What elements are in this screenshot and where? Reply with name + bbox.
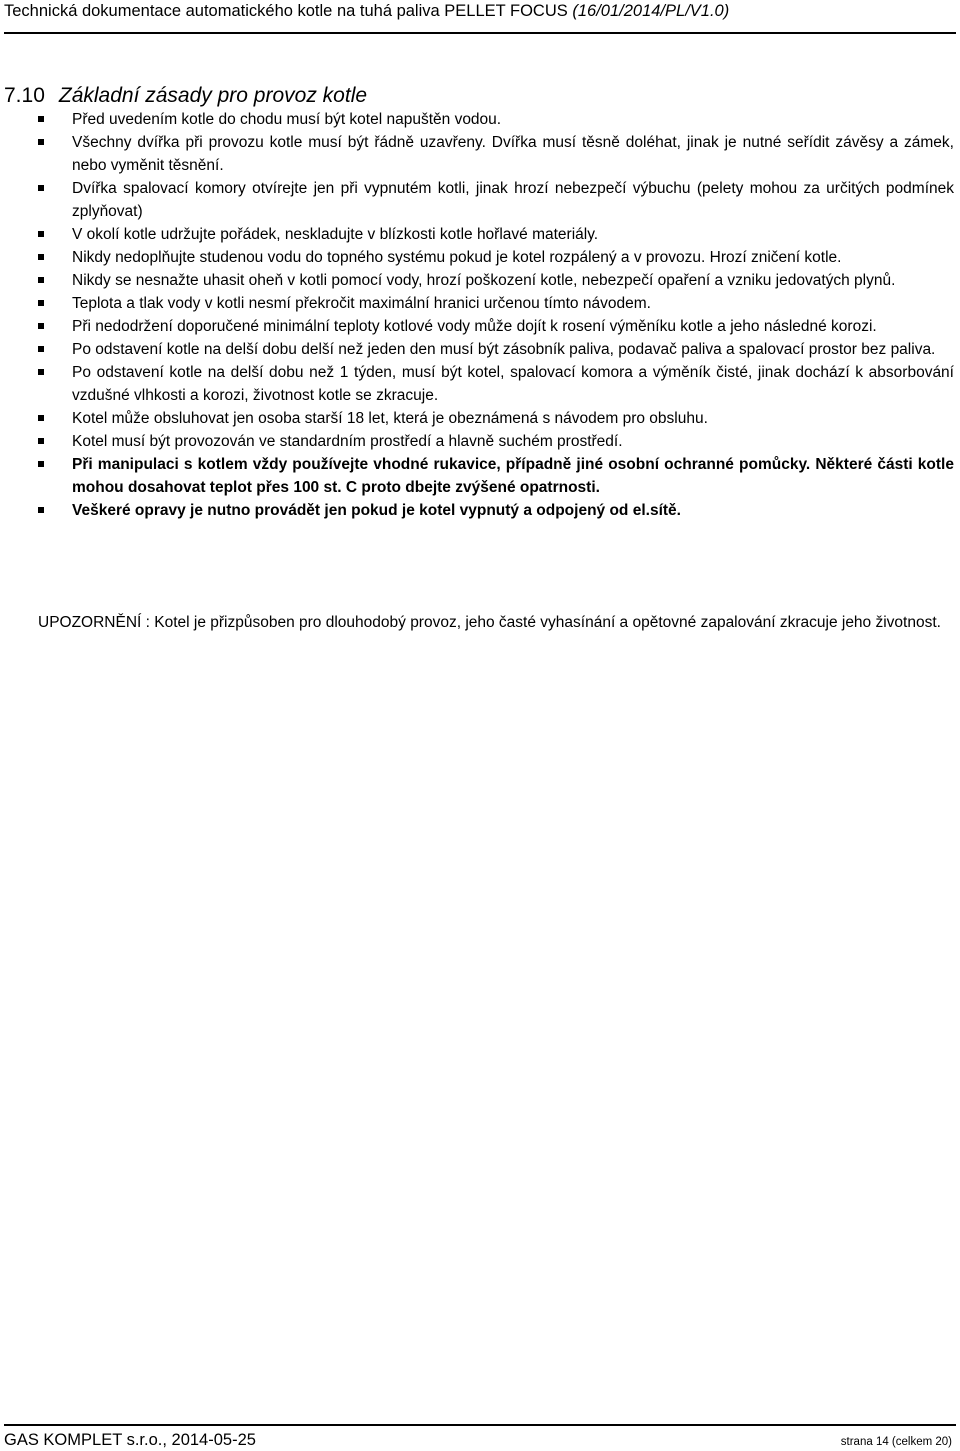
list-item-text: Nikdy nedoplňujte studenou vodu do topného systému pokud je kotel rozpálený a v provozu. Hrozí zničení kotle. bbox=[72, 249, 842, 266]
list-item bbox=[38, 177, 954, 223]
square-bullet-icon bbox=[38, 323, 44, 329]
square-bullet-icon bbox=[38, 300, 44, 306]
page-header bbox=[4, 0, 956, 34]
list-item bbox=[38, 131, 954, 177]
section-heading bbox=[4, 84, 367, 108]
footer-date: 2014-05-25 bbox=[171, 1431, 256, 1449]
list-item-text: Teplota a tlak vody v kotli nesmí překročit maximální hranici určenou tímto návodem. bbox=[72, 295, 651, 312]
header-text bbox=[4, 2, 729, 21]
square-bullet-icon bbox=[38, 116, 44, 122]
list-item-text: Kotel musí být provozován ve standardním prostředí a hlavně suchém prostředí. bbox=[72, 433, 623, 450]
footer-company: GAS KOMPLET s.r.o., bbox=[4, 1431, 167, 1449]
list-item bbox=[38, 108, 954, 131]
list-item-text: Při manipulaci s kotlem vždy používejte vhodné rukavice, případně jiné osobní ochranné pomůcky. Některé části kotle mohou dosahovat teplot přes 100 st. C proto dbejte zvýšené opatrnosti. bbox=[72, 456, 954, 496]
list-item-text: Po odstavení kotle na delší dobu než 1 týden, musí být kotel, spalovací komora a výměník čisté, jinak dochází k absorbování vzdušné vlhkosti a korozi, životnost kotle se zkracuje. bbox=[72, 364, 954, 404]
square-bullet-icon bbox=[38, 231, 44, 237]
list-item bbox=[38, 269, 954, 292]
section-number: 7.10 bbox=[4, 84, 45, 107]
square-bullet-icon bbox=[38, 461, 44, 467]
square-bullet-icon bbox=[38, 346, 44, 352]
square-bullet-icon bbox=[38, 254, 44, 260]
square-bullet-icon bbox=[38, 139, 44, 145]
square-bullet-icon bbox=[38, 185, 44, 191]
list-item-text: Všechny dvířka při provozu kotle musí být řádně uzavřeny. Dvířka musí těsně doléhat, jinak je nutné seřídit závěsy a zámek, nebo vyměnit těsnění. bbox=[72, 134, 954, 174]
list-item-text: Po odstavení kotle na delší dobu delší než jeden den musí být zásobník paliva, podavač paliva a spalovací prostor bez paliva. bbox=[72, 341, 936, 358]
list-item bbox=[38, 338, 954, 361]
list-item bbox=[38, 407, 954, 430]
list-item bbox=[38, 430, 954, 453]
list-item-text: Dvířka spalovací komory otvírejte jen při vypnutém kotli, jinak hrozí nebezpečí výbuchu (pelety mohou za určitých podmínek zplyňovat) bbox=[72, 180, 954, 220]
square-bullet-icon bbox=[38, 277, 44, 283]
page-footer bbox=[4, 1424, 956, 1451]
square-bullet-icon bbox=[38, 438, 44, 444]
square-bullet-icon bbox=[38, 415, 44, 421]
list-item bbox=[38, 223, 954, 246]
list-item bbox=[38, 315, 954, 338]
section-title: Základní zásady pro provoz kotle bbox=[58, 84, 368, 107]
list-item bbox=[38, 361, 954, 407]
list-item bbox=[38, 499, 954, 522]
header-title: Technická dokumentace automatického kotle na tuhá paliva PELLET FOCUS bbox=[4, 2, 568, 20]
rules-list bbox=[38, 108, 954, 522]
footer-company-date bbox=[4, 1431, 256, 1450]
list-item bbox=[38, 292, 954, 315]
list-item bbox=[38, 453, 954, 499]
list-item-text: Veškeré opravy je nutno provádět jen pokud je kotel vypnutý a odpojený od el.sítě. bbox=[72, 502, 681, 519]
square-bullet-icon bbox=[38, 369, 44, 375]
list-item-text: Při nedodržení doporučené minimální teploty kotlové vody může dojít k rosení výměníku kotle a jeho následné korozi. bbox=[72, 318, 877, 335]
footer-page-number: strana 14 (celkem 20) bbox=[840, 1436, 952, 1448]
warning-note: UPOZORNĚNÍ : Kotel je přizpůsoben pro dlouhodobý provoz, jeho časté vyhasínání a opětovné zapalování zkracuje jeho životnost. bbox=[38, 614, 941, 631]
list-item-text: Kotel může obsluhovat jen osoba starší 18 let, která je obeznámená s návodem pro obsluhu. bbox=[72, 410, 708, 427]
square-bullet-icon bbox=[38, 507, 44, 513]
header-document-code: (16/01/2014/PL/V1.0) bbox=[572, 2, 730, 20]
list-item-text: V okolí kotle udržujte pořádek, neskladujte v blízkosti kotle hořlavé materiály. bbox=[72, 226, 599, 243]
list-item bbox=[38, 246, 954, 269]
list-item-text: Před uvedením kotle do chodu musí být kotel napuštěn vodou. bbox=[72, 111, 502, 128]
list-item-text: Nikdy se nesnažte uhasit oheň v kotli pomocí vody, hrozí poškození kotle, nebezpečí opaření a vzniku jedovatých plynů. bbox=[72, 272, 896, 289]
